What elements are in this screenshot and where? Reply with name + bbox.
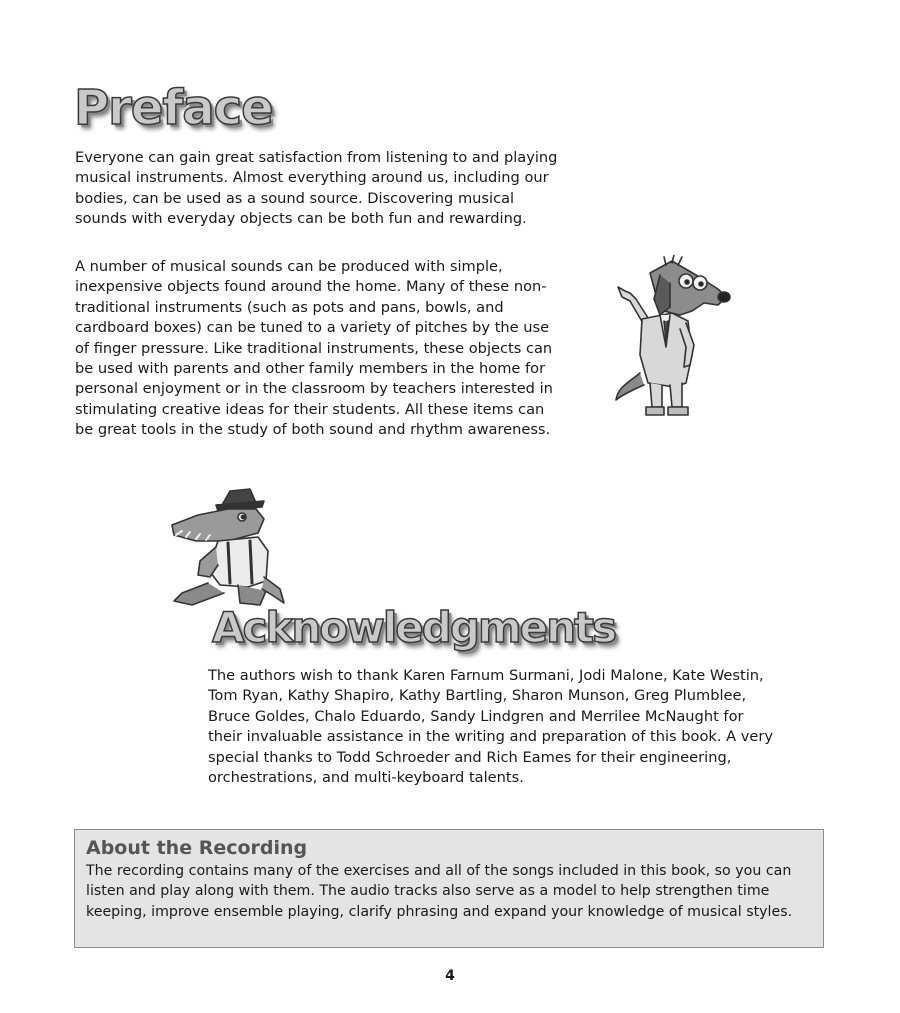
about-recording-box [74,829,824,948]
about-recording-text: The recording contains many of the exercises and all of the songs included in this book, so you can listen and play along with them. The audio tracks also serve as a model to help strengthen time keeping, improve ensemble playing, clarify phrasing and expand your knowledge of musical styles. [86,863,793,920]
preface-paragraph-2: A number of musical sounds can be produced with simple, inexpensive objects found around the home. Many of these non-traditional instruments (such as pots and pans, bowls, and cardboard boxes) can be tuned to a variety of pitches by the use of finger pressure. Like traditional instruments, these objects can be used with parents and other family members in the home for personal enjoyment or in the classroom by teachers interested in stimulating creative ideas for their students. All these items can be great tools in the study of both sound and rhythm awareness. [75,258,553,439]
acknowledgments-paragraph: The authors wish to thank Karen Farnum Surmani, Jodi Malone, Kate Westin, Tom Ryan, Kathy Shapiro, Kathy Bartling, Sharon Munson, Greg Plumblee, Bruce Goldes, Chalo Eduardo, Sandy Lindgren and Merrilee McNaught for their invaluable assistance in the writing and preparation of this book. A very special thanks to Todd Schroeder and Rich Eames for their engineering, orchestrations, and multi-keyboard talents. [208,667,773,787]
dog-illustration [600,255,740,425]
about-recording-heading: About the Recording [86,837,308,859]
acknowledgments-heading: Acknowledgments [212,603,616,652]
preface-paragraph-1: Everyone can gain great satisfaction from listening to and playing musical instruments. Almost everything around us, including our bodies, can be used as a sound source. Discovering musical sounds with everyday objects can be both fun and rewarding. [75,149,558,228]
alligator-illustration [168,485,288,615]
preface-heading: Preface [74,80,273,136]
page-number: 4 [445,968,455,984]
